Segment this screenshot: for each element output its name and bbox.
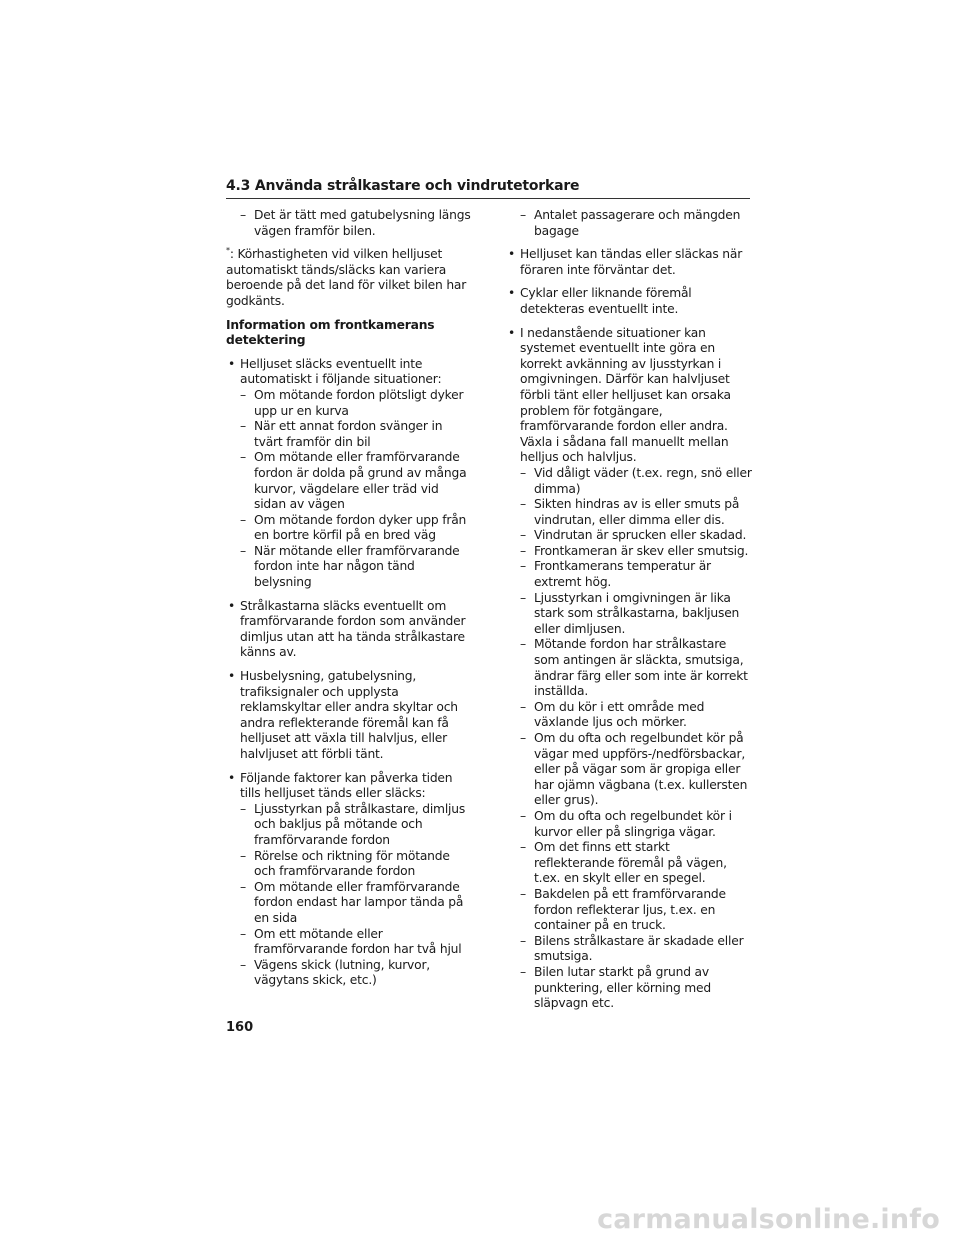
sub-list <box>240 802 472 989</box>
bullet-text: • Strålkastarna släcks eventuellt om framförvarande fordon som använder dimljus utan att ha tända strålkastare känns av. <box>240 598 466 660</box>
footnote <box>226 247 472 309</box>
bullet-item <box>226 357 472 591</box>
sub-list-item: – Om mötande fordon dyker upp från en bortre körfil på en bred väg <box>240 513 472 544</box>
sub-list-item: – Vid dåligt väder (t.ex. regn, snö eller dimma) <box>520 466 752 497</box>
footnote-marker: * <box>226 246 230 256</box>
sub-list-item: – När ett annat fordon svänger in tvärt framför din bil <box>240 419 472 450</box>
sub-list <box>520 466 752 1012</box>
sub-list-item: – Ljusstyrkan i omgivningen är lika stark som strålkastarna, bakljusen eller dimljusen. <box>520 591 752 638</box>
bullet-text: • Cyklar eller liknande föremål detekteras eventuellt inte. <box>520 286 692 316</box>
bullet-text: • Helljuset kan tändas eller släckas när föraren inte förväntar det. <box>520 247 743 277</box>
list-item: – Antalet passagerare och mängden bagage <box>520 208 752 239</box>
list-item: – Det är tätt med gatubelysning längs vägen framför bilen. <box>240 208 472 239</box>
sub-list-item: – Mötande fordon har strålkastare som antingen är släckta, smutsiga, ändrar färg eller som inte är korrekt inställda. <box>520 637 752 699</box>
sub-list-item: – Om mötande eller framförvarande fordon är dolda på grund av många kurvor, vägdelare eller träd vid sidan av vägen <box>240 450 472 512</box>
bullet-list <box>506 247 752 1012</box>
intro-dash-list <box>226 208 472 239</box>
sub-list-item: – Om du ofta och regelbundet kör i kurvor eller på slingriga vägar. <box>520 809 752 840</box>
bullet-item <box>506 326 752 1012</box>
sub-list-item: – Om ett mötande eller framförvarande fordon har två hjul <box>240 927 472 958</box>
section-header: 4.3 Använda strålkastare och vindrutetorkare <box>226 178 750 199</box>
sub-list-item: – Ljusstyrkan på strålkastare, dimljus och bakljus på mötande och framförvarande fordon <box>240 802 472 849</box>
footnote-text: : Körhastigheten vid vilken helljuset automatiskt tänds/släcks kan variera beroende på det land för vilket bilen har godkänts. <box>226 247 467 308</box>
bullet-item <box>226 669 472 763</box>
sub-list-item: – Om det finns ett starkt reflekterande föremål på vägen, t.ex. en skylt eller en spegel. <box>520 840 752 887</box>
sub-list-item: – Sikten hindras av is eller smuts på vindrutan, eller dimma eller dis. <box>520 497 752 528</box>
bullet-text: • I nedanstående situationer kan systemet eventuellt inte göra en korrekt avkänning av ljusstyrkan i omgivningen. Därför kan halvljuset förbli tänt eller helljuset kan orsaka problem för fotgängare, framförvarande fordon eller andra. Växla i sådana fall manuellt mellan helljus och halvljus. <box>520 325 731 465</box>
sub-list-item: – Om mötande eller framförvarande fordon endast har lampor tända på en sida <box>240 880 472 927</box>
bullet-text: • Följande faktorer kan påverka tiden tills helljuset tänds eller släcks: <box>240 770 453 801</box>
sub-list-item: – Om du ofta och regelbundet kör på vägar med uppförs-/nedförsbackar, eller på vägar som är gropiga eller har ojämn vägbana (t.ex. kullersten eller grus). <box>520 731 752 809</box>
right-column <box>506 208 752 1020</box>
left-column <box>226 208 472 997</box>
bullet-item <box>226 599 472 661</box>
sub-list-item: – När mötande eller framförvarande fordon inte har någon tänd belysning <box>240 544 472 591</box>
intro-dash-list <box>506 208 752 239</box>
bullet-item <box>506 286 752 317</box>
sub-list-item: – Vindrutan är sprucken eller skadad. <box>520 528 752 544</box>
sub-list-item: – Frontkameran är skev eller smutsig. <box>520 544 752 560</box>
sub-list-item: – Bakdelen på ett framförvarande fordon reflekterar ljus, t.ex. en container på en truck. <box>520 887 752 934</box>
bullet-text: • Husbelysning, gatubelysning, trafiksignaler och upplysta reklamskyltar eller andra skyltar och andra reflekterande föremål kan få helljuset att växla till halvljus, eller halvljuset att förbli tänt. <box>240 669 458 761</box>
bullet-text: • Helljuset släcks eventuellt inte automatiskt i följande situationer: <box>240 356 442 387</box>
sub-list-item: – Rörelse och riktning för mötande och framförvarande fordon <box>240 849 472 880</box>
bullet-list <box>226 357 472 989</box>
sub-list-item: – Om du kör i ett område med växlande ljus och mörker. <box>520 700 752 731</box>
sub-list-item: – Om mötande fordon plötsligt dyker upp ur en kurva <box>240 388 472 419</box>
bullet-item <box>506 247 752 278</box>
bullet-item <box>226 771 472 989</box>
sub-list-item: – Vägens skick (lutning, kurvor, vägytans skick, etc.) <box>240 958 472 989</box>
watermark: carmanualsonline.info <box>597 1204 940 1235</box>
sub-list-item: – Bilens strålkastare är skadade eller smutsiga. <box>520 934 752 965</box>
section-heading: Information om frontkamerans detektering <box>226 317 435 348</box>
page-number: 160 <box>226 1020 254 1035</box>
sub-list-item: – Frontkamerans temperatur är extremt hög. <box>520 559 752 590</box>
sub-list <box>240 388 472 591</box>
sub-list-item: – Bilen lutar starkt på grund av punktering, eller körning med släpvagn etc. <box>520 965 752 1012</box>
